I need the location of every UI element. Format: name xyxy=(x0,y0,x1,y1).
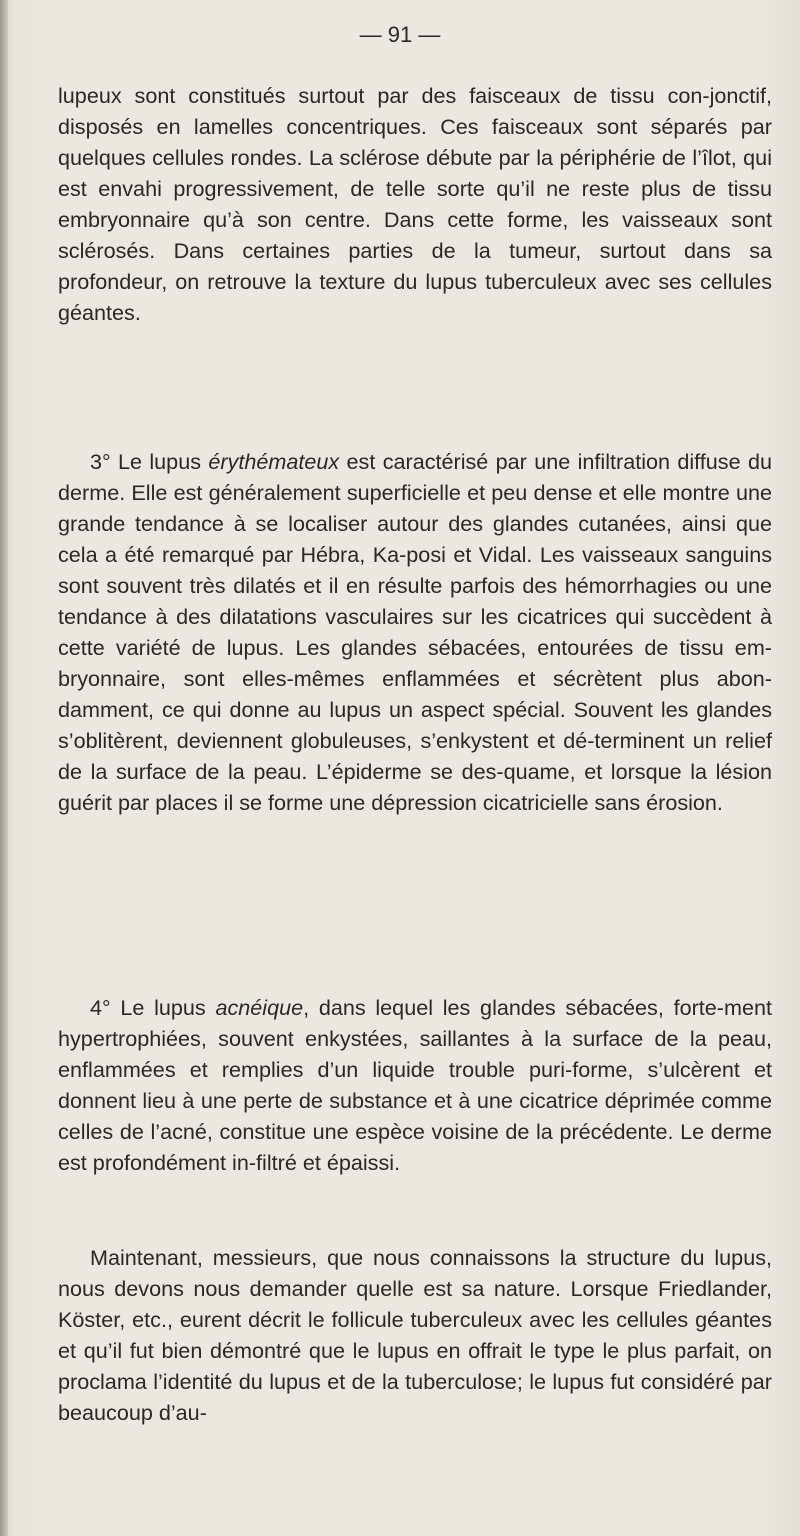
paragraph-3-text: , dans lequel les glandes sébacées, forte-ment hypertrophiées, souvent enkystées, saillantes à la surface de la peau, enflammées et remplies d’un liquide trouble puri-forme, s’ulcèrent et donnent lieu à une perte de substance et à une cicatrice déprimée comme celles de l’acné, constitue une espèce voisine de la précédente. Le derme est profondément in-filtré et épaissi. xyxy=(58,994,772,1175)
paragraph-3-prefix: 4° Le lupus xyxy=(90,994,216,1020)
paragraph-1 xyxy=(58,80,772,328)
paragraph-4-text: Maintenant, messieurs, que nous connaissons la structure du lupus, nous devons nous demander quelle est sa nature. Lorsque Friedlander, Köster, etc., eurent décrit le follicule tuberculeux avec les cellules géantes et qu’il fut bien démontré que le lupus en offrait le type le plus parfait, on proclama l’identité du lupus et de la tuberculose; le lupus fut considéré par beaucoup d’au- xyxy=(58,1244,772,1425)
paragraph-2 xyxy=(58,446,772,818)
page-number: — 91 — xyxy=(359,22,441,47)
paragraph-2-text: est caractérisé par une infiltration diffuse du derme. Elle est généralement superficielle et peu dense et elle montre une grande tendance à se localiser autour des glandes cutanées, ainsi que cela a été remarqué par Hébra, Ka-posi et Vidal. Les vaisseaux sanguins sont souvent très dilatés et il en résulte parfois des hémorrhagies ou une tendance à des dilatations vasculaires sur les cicatrices qui succèdent à cette variété de lupus. Les glandes sébacées, entourées de tissu em-bryonnaire, sont elles-mêmes enflammées et sécrètent plus abon-damment, ce qui donne au lupus un aspect spécial. Souvent les glandes s’oblitèrent, deviennent globuleuses, s’enkystent et dé-terminent un relief de la surface de la peau. L’épiderme se des-quame, et lorsque la lésion guérit par places il se forme une dépression cicatricielle sans érosion. xyxy=(58,448,772,815)
paragraph-1-text: lupeux sont constitués surtout par des faisceaux de tissu con-jonctif, disposés en lamelles concentriques. Ces faisceaux sont séparés par quelques cellules rondes. La sclérose débute par la périphérie de l’îlot, qui est envahi progressivement, de telle sorte qu’il ne reste plus de tissu embryonnaire qu’à son centre. Dans cette forme, les vaisseaux sont sclérosés. Dans certaines parties de la tumeur, surtout dans sa profondeur, on retrouve la texture du lupus tuberculeux avec ses cellules géantes. xyxy=(58,82,772,325)
page-binding-shadow xyxy=(0,0,8,1536)
paragraph-2-prefix: 3° Le lupus xyxy=(90,448,209,474)
paragraph-4 xyxy=(58,1242,772,1428)
paragraph-3-term: acnéique xyxy=(215,994,304,1020)
paragraph-2-term: érythémateux xyxy=(208,448,340,474)
paragraph-3 xyxy=(58,992,772,1178)
